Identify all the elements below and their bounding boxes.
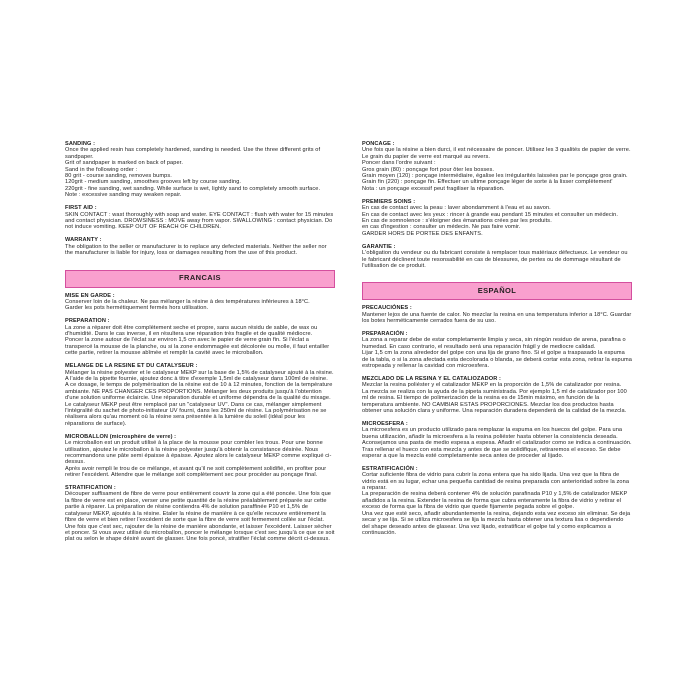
warranty-section bbox=[65, 237, 335, 256]
preparacion-section bbox=[362, 331, 632, 369]
preparation-fr-paragraph: Poncer la zone autour de l'éclat sur environ 1,5 cm avec le papier de verre grain fin. Si l'éclat a transpercé la mousse de la planche, ou si la zone endommagée est décolorée ou molle, il faut entailler cette partie, retirer la mousse abîmée et remplir la cavité avec le microballon. bbox=[65, 337, 330, 357]
sanding-paragraph: 120grit - medium sanding, smoothes grooves left by course sanding. bbox=[65, 179, 242, 186]
mezclado-resina-catalizador-heading: MEZCLADO DE LA RESINA Y EL CATALIOZADOR : bbox=[362, 375, 501, 382]
sanding-paragraph: 80 grit - course sanding, removes bumps. bbox=[65, 173, 172, 180]
first-aid-heading: FIRST AID : bbox=[65, 205, 97, 212]
poncage-section bbox=[362, 141, 632, 192]
preparacion-paragraph: La zona a reparar debe de estar completamente limpia y seca, sin ningún residuo de arena, parafina o humedad. En caso contrario, el resultado será una reparación frágil y de mediocre calidad. bbox=[362, 337, 626, 350]
stratification-paragraph: Une fois que c'est sec, rajouter de la résine de manière abondante, et laisser l'excédent. Laisser sécher et poncer. Si vous avez utilisé du microballon, poncer le mélange lorsque c'est sec jusqu'à ce que ce soit plat ou selon le shape désiré avant de glasser. Une fois poncé, stratifier l'éclat comme décrit ci-dessus. bbox=[65, 523, 335, 543]
premiers-soins-section bbox=[362, 199, 632, 237]
poncage-paragraph: Poncer dans l'ordre suivant : bbox=[362, 160, 436, 167]
estratificacion-heading: ESTRATIFICACIÓN : bbox=[362, 465, 418, 472]
stratification-heading: STRATIFICATION : bbox=[65, 485, 116, 492]
warranty-paragraph: The obligation to the seller or manufacturer is to replace any defected materials. Neither the seller nor the manufacturer is liable for injury, loss or damages resulting from the use of this product. bbox=[65, 243, 327, 257]
premiers-soins-paragraph: en cas d'ingestion : consulter un médecin. Ne pas faire vomir. bbox=[362, 224, 521, 231]
espanol-language-banner: ESPAÑOL bbox=[362, 282, 632, 300]
preparacion-paragraph: Lijar 1,5 cm la zona alrededor del golpe con una lija de grano fino. Si el golpe a traspasado la espuma de la tabla, o si la zona afectada esta decolorada o blanda, se deberá cortar esta zona, retirar la espuma estropeada y rellenar la cavidad con microesfera. bbox=[362, 350, 632, 370]
sanding-heading: SANDING : bbox=[65, 141, 96, 147]
mise-en-garde-section bbox=[65, 293, 335, 312]
garantie-heading: GARANTIE : bbox=[362, 243, 396, 250]
precauciones-section bbox=[362, 305, 632, 324]
melange-resine-catalyseur-paragraph: Mélanger la résine polyester et le catalyseur MEKP sur la base de 1,5% de catalyseur ajouté à la résine. bbox=[65, 369, 334, 376]
precauciones-paragraph: Mantener lejos de una fuente de calor. No mezclar la resina en una temperatura inferior a 18°C. Guardar los botes herméticamente cerrados fuera de su uso. bbox=[362, 311, 632, 325]
sanding-paragraph: Grit of sandpaper is marked on back of paper. bbox=[65, 160, 183, 167]
estratificacion-paragraph: Cortar suficiente fibra de vidrio para cubrir la zona entera que ha sido lijada. Una vez que la fibra de vidrio está en su lugar, echar una pequeña cantidad de resina preparada con anterioridad sobre la zona a reparar. bbox=[362, 472, 630, 492]
preparation-fr-heading: PREPARATION : bbox=[65, 318, 110, 325]
francais-language-banner: FRANCAIS bbox=[65, 270, 335, 288]
estratificacion-section bbox=[362, 466, 632, 536]
mise-en-garde-paragraph: Conserver loin de la chaleur. Ne pas mélanger la résine à des températures inférieures à 18°C. bbox=[65, 298, 310, 305]
preparation-fr-section bbox=[65, 318, 335, 356]
microballon-paragraph: Après avoir rempli le trou de ce mélange, et avant qu'il ne soit complètement solidifié, en profiter pour retirer l'excédent. Attendre que le mélange soit complètement sec pour procéder au ponçage final. bbox=[65, 465, 327, 479]
preparation-fr-paragraph: La zone a réparer doit être complètement seche et propre, sans aucun résidu de sable, de wax ou d'humidité. Dans le cas inverse, il en résultera une réparation très fragile et de qualité médiocre. bbox=[65, 324, 318, 338]
sanding-section bbox=[65, 141, 335, 199]
garantie-section bbox=[362, 244, 632, 270]
poncage-paragraph: Le grain du papier de verre est marqué au revers. bbox=[362, 153, 491, 160]
left-column bbox=[65, 141, 335, 549]
microballon-heading: MICROBALLON (microsphère de verre) : bbox=[65, 433, 177, 440]
estratificacion-paragraph: Una vez que esté seco, añadir abundantemente la resina, dejando esta vez exceso sin eliminar. Se deja secar y se lija. Si se utiliza microesfera se lija la mezcla hasta obtener una textura lisa o dependiendo del shape deseado antes de glasear. Una vez lijado, estratificar el golpe tal y como explicamos a continuación. bbox=[362, 510, 631, 536]
premiers-soins-paragraph: En cas de contact avec la peau : laver abondamment à l'eau et au savon. bbox=[362, 205, 551, 212]
poncage-paragraph: Gros grain (80) : ponçage fort pour ôter les bosses. bbox=[362, 166, 495, 173]
microesfera-section bbox=[362, 421, 632, 459]
melange-resine-catalyseur-heading: MELANGE DE LA RESINE ET DU CATALYSEUR : bbox=[65, 363, 198, 370]
poncage-paragraph: Une fois que la résine a bien durci, il est nécessaire de poncer. Utilisez les 3 qualités de papier de verre. bbox=[362, 147, 631, 154]
sanding-paragraph: Note : excessive sanding may weaken repair. bbox=[65, 192, 182, 199]
poncage-paragraph: Grain moyen (120) : ponçage intermédiaire, égalise les irrégularités laissées par le ponçage gros grain. bbox=[362, 173, 628, 180]
microesfera-heading: MICROESFERA : bbox=[362, 420, 408, 427]
garantie-paragraph: L'obligation du vendeur ou du fabricant consiste à remplacer tous matériaux défectueux. Le vendeur ou le fabricant déclinent toute resonsabilité en cas de blessures, de pertes ou de dommage résultant de l'utilisation de ce produit. bbox=[362, 250, 628, 269]
melange-resine-catalyseur-paragraph: A ce dosage, le temps de polymérisation de la résine est de 10 à 12 minutes, fonction de la température ambiante. NE PAS CHANGER CES PROPORTIONS. Mélanger les deux produits jusqu'à l'obtention d'une solution uniforme éclaircie. Une réparation durable et uniforme dépendra de la qualité du mixage. bbox=[65, 382, 333, 402]
sanding-paragraph: Once the applied resin has completely hardened, sanding is needed. Use the three different grits of sandpaper. bbox=[65, 147, 321, 160]
first-aid-section bbox=[65, 205, 335, 231]
premiers-soins-paragraph: GARDER HORS DE PORTEE DES ENFANTS. bbox=[362, 230, 483, 237]
microballon-paragraph: Le microballon est un produit utilisé à la place de la mousse pour combler les trous. Pour une bonne utilisation, ajoutez le microballon à la résine polyester jusqu'à obtenir la consistance désirée. Nous recommandons une pâte semi épaisse à épaisse. Ajoutez alors le catalyseur MEKP comme expliqué ci-dessus. bbox=[65, 440, 332, 466]
poncage-paragraph: Nota : un ponçage excessif peut fragiliser la réparation. bbox=[362, 185, 505, 192]
stratification-section bbox=[65, 485, 335, 543]
precauciones-heading: PRECAUCIÓNES : bbox=[362, 305, 412, 312]
mezclado-resina-catalizador-paragraph: La mezcla se realiza con la ayuda de la pipeta suministrada. Por ejemplo 1,5 ml de catalizador por 100 ml de resina. El tiempo de polimerización de la resina es de 15min máximo, en función de la temperatura ambiente. NO CAMBIAR ESTAS PROPORCIONES. Mezclar los dos productos hasta obtener una solución clara y uniforme. Una reparación duradera dependerá de la calidad de la mezcla. bbox=[362, 388, 627, 414]
premiers-soins-heading: PREMIERS SOINS : bbox=[362, 198, 416, 205]
estratificacion-paragraph: La preparación de resina deberá contener 4% de solución parafinada P10 y 1,5% de catalizador MEKP añadidos a la resina. Extender la resina de forma que cubra enteramente la fibra de vidrio y retirar el exceso de forma que la fibra de vidrio que quede fijamente pegada sobre el golpe. bbox=[362, 491, 628, 511]
melange-resine-catalyseur-section bbox=[65, 363, 335, 427]
preparacion-heading: PREPARACIÓN : bbox=[362, 331, 408, 338]
poncage-paragraph: Grain fin (220) : ponçage fin. Effectuer un ultime ponçage léger de sorte à la lisser complètement' bbox=[362, 179, 613, 186]
melange-resine-catalyseur-paragraph: A l'aide de la pipette fournie, ajoutez donc à titre d'exemple 1,5ml de catalyseur dans 100ml de résine. bbox=[65, 375, 328, 382]
poncage-heading: PONCAGE : bbox=[362, 141, 395, 147]
right-column bbox=[362, 141, 632, 543]
first-aid-paragraph: SKIN CONTACT : wast thoroughly with soap and water. EYE CONTACT : flush with water for 15 minutes and contact physician. DROWSINESS : MOVE away from vapor. SWALLOWING : contact physician. Do not induce vomiting. KEEP OUT OF REACH OF CHILDREN. bbox=[65, 211, 334, 231]
sanding-paragraph: 220grit - fine sanding, wet sanding. While surface is wet, lightly sand to completely smooth surface. bbox=[65, 185, 321, 192]
mezclado-resina-catalizador-section bbox=[362, 376, 632, 414]
premiers-soins-paragraph: En cas de somnolence : s'éloigner des émanations crées par les produits. bbox=[362, 217, 552, 224]
warranty-heading: WARRANTY : bbox=[65, 237, 102, 244]
mise-en-garde-heading: MISE EN GARDE : bbox=[65, 292, 115, 299]
microballon-section bbox=[65, 434, 335, 479]
mise-en-garde-paragraph: Garder les pots hermétiquement fermés hors utilisation. bbox=[65, 305, 209, 312]
premiers-soins-paragraph: En cas de contact avec les yeux : rincer à grande eau pendant 15 minutes et consulter un médecin. bbox=[362, 211, 618, 218]
stratification-paragraph: Découper suffisament de fibre de verre pour entièrement couvrir la zone qui a été poncée. Une fois que la fibre de verre est en place, verser une petite quantité de la résine préalablement préparée sur cette partie à réparer. La préparation de résine contiendra 4% de solution paraffinée P10 et 1,5% de catalyseur MEKP, ajoutés à la résine. Etaler la résine de manière à ce qu'elle recouvre entièrement la fibre de verre et bien retirer l'excédent de sorte que la fibre de verre soit fermement collée sur l'éclat. bbox=[65, 491, 332, 524]
microesfera-paragraph: La microesfera es un producto utilizado para remplazar la espuma en los huecos del golpe. Para una buena utilización, añadir la microesfera a la resina poliéster hasta obtener la consistencia deseada. Aconsejamos una pasta de medio espesa a espesa. Añadir el catalizador como se indica a continuación. Tras rellenar el hueco con esta mezcla y antes de que se solidifique, retiraremos el exceso. Se debe esperar a que la mezcla esté completamente seca antes de proceder al lijado. bbox=[362, 427, 632, 459]
sanding-paragraph: Sand in the following order : bbox=[65, 166, 138, 173]
melange-resine-catalyseur-paragraph: Le catalyseur MEKP peut être remplacé par un "catalyseur UV". Dans ce cas, mélanger simplement l'intégralité du sachet de photo-initiateur UV fourni, dans les 250ml de résine. La polymérisation ne se réalisera alors qu'au moment où la résine sera présentée à la lumière du soleil (idéal pour les réparations de surface). bbox=[65, 401, 327, 427]
mezclado-resina-catalizador-paragraph: Mezclar la resina poliéster y el catalizador MEKP en la proporción de 1,5% de catalizador por resina. bbox=[362, 382, 622, 389]
